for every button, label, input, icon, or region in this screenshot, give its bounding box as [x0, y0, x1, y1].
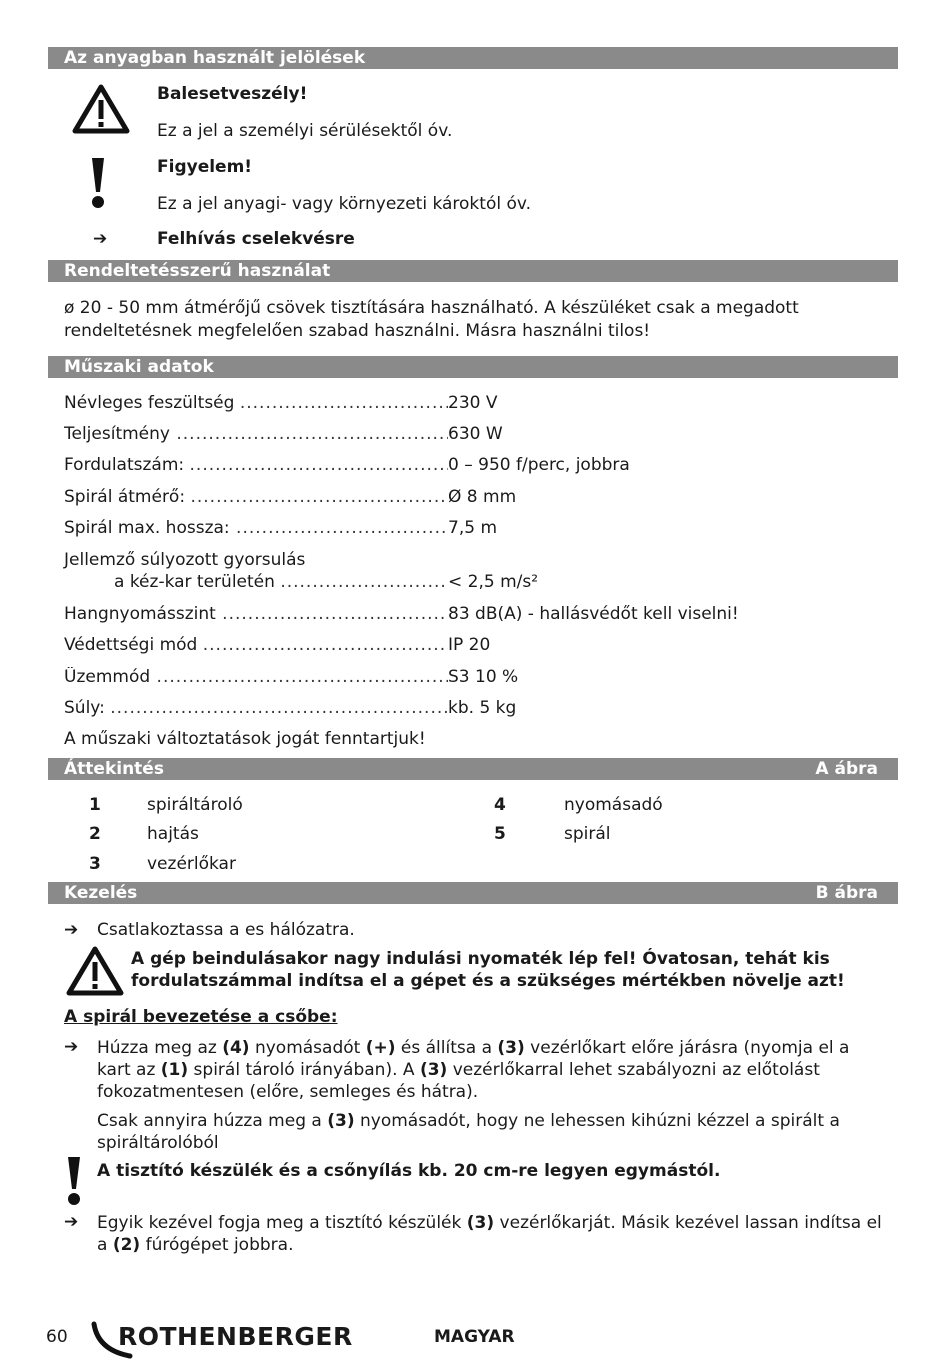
warning-triangle-icon: [66, 946, 124, 996]
page-number: 60: [46, 1327, 68, 1347]
arrow-right-icon: ➔: [64, 1037, 79, 1057]
tech-value: 630 W: [448, 424, 503, 444]
part-number: 2: [89, 824, 101, 844]
startup-warning: A gép beindulásakor nagy indulási nyomaték lép fel! Óvatosan, tehát kis fordulatszámmal indítsa el a gépet és a szükséges mértékben növelje azt!: [131, 949, 845, 991]
tech-label: Spirál max. hossza: .....: [64, 518, 448, 538]
exclamation-icon: [89, 158, 107, 210]
tech-value: 83 dB(A) - hallásvédőt kell viselni!: [448, 604, 739, 624]
part-label: nyomásadó: [564, 795, 663, 815]
tech-label: Teljesítmény .....: [64, 424, 448, 444]
figure-ref: B ábra: [815, 883, 878, 903]
part-label: hajtás: [147, 824, 199, 844]
tech-value: kb. 5 kg: [448, 698, 517, 718]
tech-value: Ø 8 mm: [448, 487, 517, 507]
tech-note: A műszaki változtatások jogát fenntartjuk!: [64, 729, 426, 749]
tech-label: Hangnyomásszint .....: [64, 604, 448, 624]
tech-value: S3 10 %: [448, 667, 519, 687]
attention-text: Ez a jel anyagi- vagy környezeti károktól óv.: [157, 194, 532, 214]
arrow-right-icon: ➔: [93, 229, 108, 249]
subheading-insert-spiral: A spirál bevezetése a csőbe:: [64, 1007, 338, 1027]
tech-label: Üzemmód .....: [64, 667, 448, 687]
part-label: vezérlőkar: [147, 854, 236, 874]
step-pull-note: Csak annyira húzza meg a (3) nyomásadót, hogy ne lehessen kihúzni kézzel a spirált a spiráltárolóból: [97, 1111, 840, 1153]
attention-title: Figyelem!: [157, 157, 253, 177]
intended-use-text: ø 20 - 50 mm átmérőjű csövek tisztítására használható. A készüléket csak a megadott rendeltetésnek megfelelően szabad használni. Másra használni tilos!: [64, 298, 799, 341]
tech-value: 7,5 m: [448, 518, 497, 538]
step-start-drill: Egyik kezével fogja meg a tisztító készülék (3) vezérlőkarját. Másik kezével lassan indítsa el a (2) fúrógépet jobbra.: [97, 1213, 882, 1255]
step-connect: Csatlakoztassa a es hálózatra.: [97, 920, 355, 940]
exclamation-icon: [65, 1157, 83, 1207]
part-label: spirál: [564, 824, 611, 844]
tech-value: IP 20: [448, 635, 491, 655]
tech-value: 0 – 950 f/perc, jobbra: [448, 455, 630, 475]
tech-label: Spirál átmérő: .....: [64, 487, 448, 507]
brand-name: ROTHENBERGER: [118, 1322, 353, 1351]
section-header-markings: Az anyagban használt jelölések: [48, 47, 898, 69]
warning-triangle-icon: [72, 84, 130, 134]
danger-title: Balesetveszély!: [157, 84, 308, 104]
tech-label-line1: Jellemző súlyozott gyorsulás: [64, 550, 306, 570]
part-label: spiráltároló: [147, 795, 243, 815]
arrow-right-icon: ➔: [64, 920, 79, 940]
tech-label: Névleges feszültség .....: [64, 393, 448, 413]
tech-label: a kéz-kar területén .....: [114, 572, 448, 592]
tech-label: Súly: .....: [64, 698, 448, 718]
part-number: 4: [494, 795, 506, 815]
step-pull-pressure: Húzza meg az (4) nyomásadót (+) és állítsa a (3) vezérlőkart előre járásra (nyomja el a kart az (1) spirál tároló irányában). A (3) vezérlőkarral lehet szabályozni az előtolást fokozatmentesen (előre, semleges és hátra).: [97, 1038, 850, 1102]
danger-text: Ez a jel a személyi sérülésektől óv.: [157, 121, 453, 141]
section-header-operation: Kezelés B ábra: [48, 882, 898, 904]
section-header-intended-use: Rendeltetésszerű használat: [48, 260, 898, 282]
distance-attention: A tisztító készülék és a csőnyílás kb. 20 cm-re legyen egymástól.: [97, 1161, 721, 1181]
tech-label: Fordulatszám: .....: [64, 455, 448, 475]
arrow-right-icon: ➔: [64, 1212, 79, 1232]
tech-value: 230 V: [448, 393, 498, 413]
tech-value: < 2,5 m/s²: [448, 572, 539, 592]
part-number: 1: [89, 795, 101, 815]
figure-ref: A ábra: [815, 759, 878, 779]
section-header-tech: Műszaki adatok: [48, 356, 898, 378]
part-number: 3: [89, 854, 101, 874]
section-header-overview: Áttekintés A ábra: [48, 758, 898, 780]
tech-label: Védettségi mód .....: [64, 635, 448, 655]
part-number: 5: [494, 824, 506, 844]
language-label: MAGYAR: [434, 1327, 515, 1347]
action-title: Felhívás cselekvésre: [157, 229, 355, 249]
